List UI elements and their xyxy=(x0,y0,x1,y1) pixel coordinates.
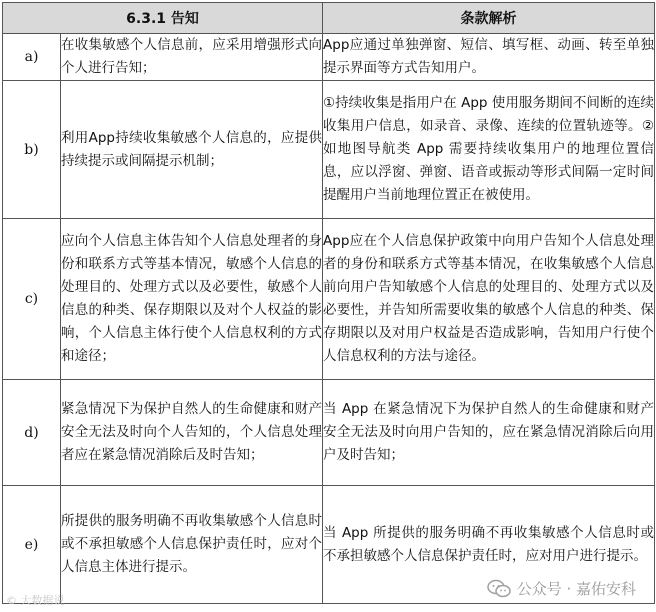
table-row xyxy=(3,219,655,380)
footer-watermark xyxy=(0,578,656,612)
watermark-text: 公众号 · 嘉佑安科 xyxy=(516,580,636,598)
table-header-row xyxy=(3,3,655,34)
header-analysis: 条款解析 xyxy=(323,3,655,34)
requirement-cell: 所提供的服务明确不再收集敏感个人信息时或不承担敏感个人信息保护责任时，应对个人信息主体进行提示。 xyxy=(61,486,323,604)
row-index: b) xyxy=(3,81,61,219)
requirement-cell: 紧急情况下为保护自然人的生命健康和财产安全无法及时向个人告知的，个人信息处理者应在紧急情况消除后及时告知； xyxy=(61,380,323,486)
row-index: e) xyxy=(3,486,61,604)
watermark-left: © 大数据说 xyxy=(6,594,65,607)
analysis-cell: 当 App 在紧急情况下为保护自然人的生命健康和财产安全无法及时向用户告知的，应在紧急情况消除后向用户及时告知； xyxy=(323,380,655,486)
wechat-icon xyxy=(487,579,511,599)
analysis-cell: 当 App 所提供的服务明确不再收集敏感个人信息时或不承担敏感个人信息保护责任时，应对用户进行提示。 xyxy=(323,486,655,604)
header-clause: 6.3.1 告知 xyxy=(3,3,323,34)
row-index: a) xyxy=(3,34,61,81)
requirement-cell: 应向个人信息主体告知个人信息处理者的身份和联系方式等基本情况，敏感个人信息的处理目的、处理方式以及必要性，敏感个人信息的种类、保存期限以及对个人权益的影响，个人信息主体行使个人信息权利的方式和途径； xyxy=(61,219,323,380)
analysis-cell: App应在个人信息保护政策中向用户告知个人信息处理者的身份和联系方式等基本情况，在收集敏感个人信息前向用户告知敏感个人信息的处理目的、处理方式以及必要性，并告知所需要收集的敏感个人信息的种类、保存期限以及对用户权益是否造成影响，告知用户行使个人信息权利的方法与途径。 xyxy=(323,219,655,380)
table-row xyxy=(3,81,655,219)
clause-table xyxy=(2,2,655,604)
requirement-cell: 利用App持续收集敏感个人信息的，应提供持续提示或间隔提示机制； xyxy=(61,81,323,219)
watermark-right xyxy=(487,578,636,599)
requirement-cell: 在收集敏感个人信息前，应采用增强形式向个人进行告知； xyxy=(61,34,323,81)
analysis-cell: App应通过单独弹窗、短信、填写框、动画、转至单独提示界面等方式告知用户。 xyxy=(323,34,655,81)
row-index: c) xyxy=(3,219,61,380)
table-row xyxy=(3,34,655,81)
table-row xyxy=(3,380,655,486)
analysis-cell: ①持续收集是指用户在 App 使用服务期间不间断的连续收集用户信息，如录音、录像、连续的位置轨迹等。②如地图导航类 App 需要持续收集用户的地理位置信息，应以浮窗、弹窗、语音或振动等形式间隔一定时间提醒用户当前地理位置正在被使用。 xyxy=(323,81,655,219)
row-index: d) xyxy=(3,380,61,486)
